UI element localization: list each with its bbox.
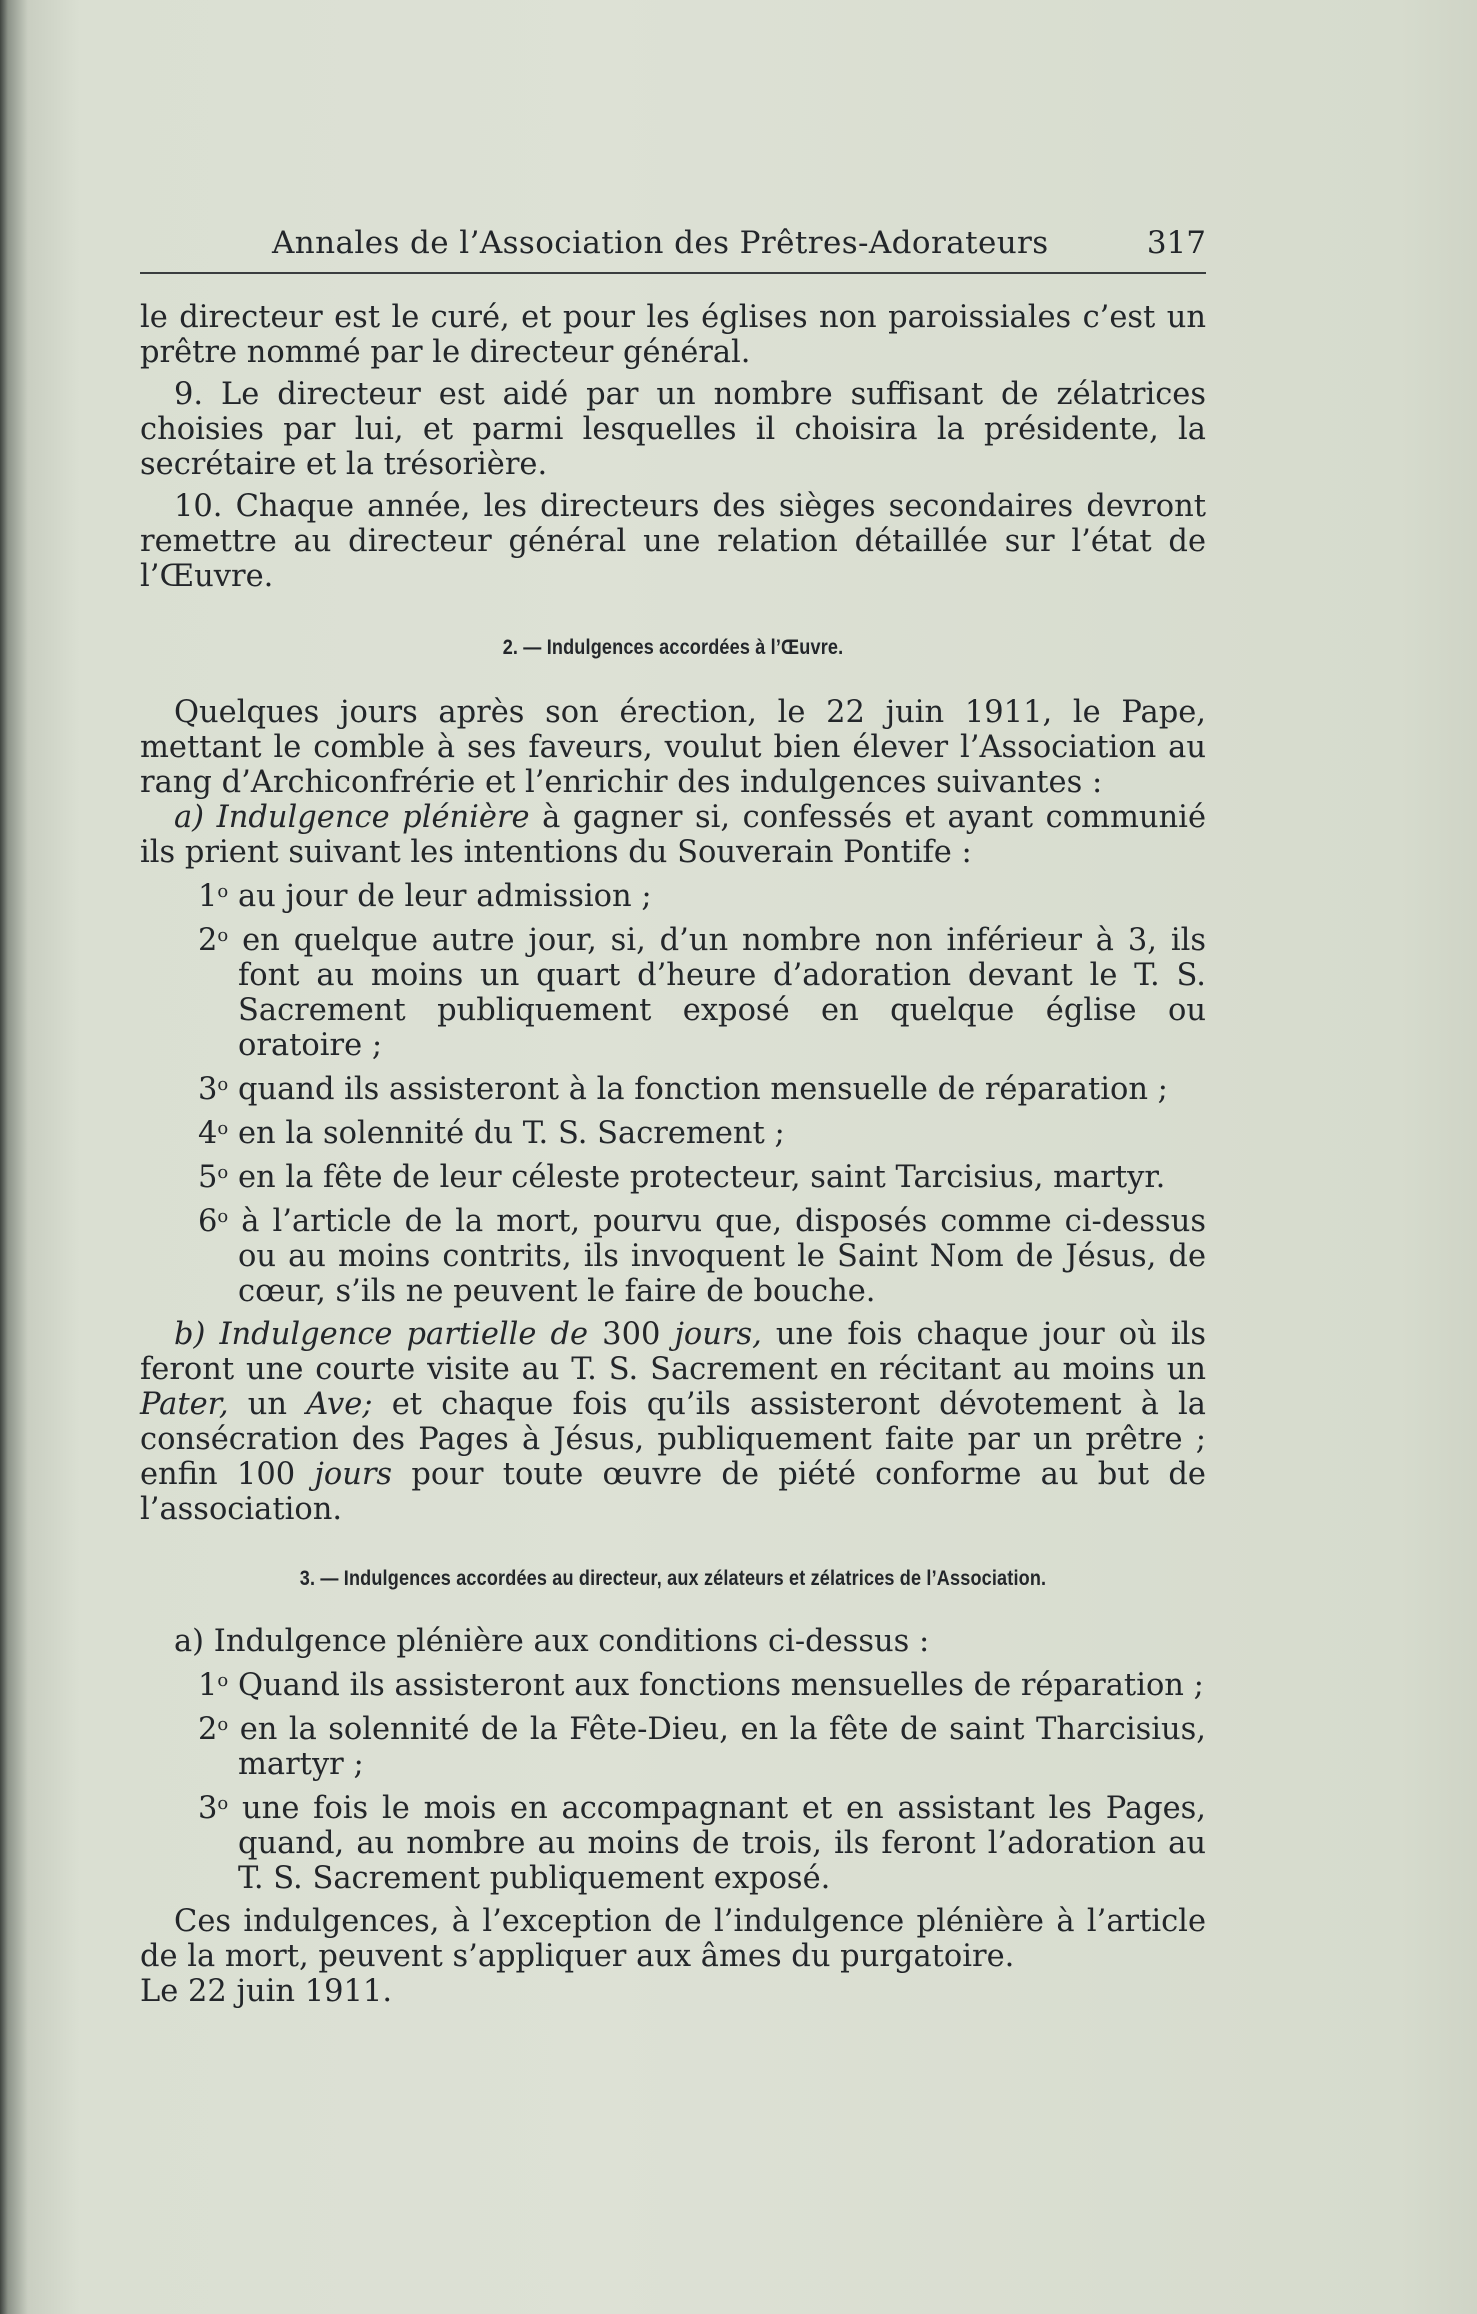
page-content bbox=[140, 226, 1206, 2009]
paragraph-quelques: Quelques jours après son érection, le 22 juin 1911, le Pape, mettant le comble à ses faveurs, voulut bien élever l’Association au rang d’Archiconfrérie et l’enrichir des indulgences suivantes : bbox=[140, 695, 1206, 800]
paragraph-b: b) Indulgence partielle de 300 jours, une fois chaque jour où ils feront une courte visite au T. S. Sacrement en récitant au moins un Pater, un Ave; et chaque fois qu’ils assisteront dévotement à la consécration des Pages à Jésus, publiquement faite par un prêtre ; enfin 100 jours pour toute œuvre de piété conforme au but de l’association. bbox=[140, 1317, 1207, 1527]
list-item: 6$^o$ à l’article de la mort, pourvu que, disposés comme ci-dessus ou au moins contrits, ils invoquent le Saint Nom de Jésus, de cœur, s’ils ne peuvent le faire de bouche. bbox=[198, 1204, 1206, 1309]
list-item: 3$^o$ quand ils assisteront à la fonction mensuelle de réparation ; bbox=[198, 1072, 1168, 1107]
section-heading-2: 2. — Indulgences accordées à l’Œuvre. bbox=[502, 636, 844, 659]
running-header bbox=[140, 226, 1206, 274]
paragraph-a2: a) Indulgence plénière aux conditions ci-dessus : bbox=[174, 1624, 930, 1659]
running-title: Annales de l’Association des Prêtres-Adorateurs bbox=[272, 225, 1049, 261]
paragraph-a bbox=[140, 800, 1206, 870]
a-text: à gagner si, confessés et ayant communié ils prient suivant les intentions du Souverain Pontife : bbox=[140, 800, 1206, 870]
b-label: b) Indulgence partielle de bbox=[174, 1317, 589, 1352]
paragraph-10: 10. Chaque année, les directeurs des sièges secondaires devront remettre au directeur général une relation détaillée sur l’état de l’Œuvre. bbox=[140, 489, 1206, 594]
list-item: 3$^o$ une fois le mois en accompagnant et en assistant les Pages, quand, au nombre au moins de trois, ils feront l’adoration au T. S. Sacrement publiquement exposé. bbox=[198, 1791, 1206, 1896]
list-item: 1$^o$ au jour de leur admission ; bbox=[198, 879, 652, 914]
paragraph-9: 9. Le directeur est aidé par un nombre suffisant de zélatrices choisies par lui, et parmi lesquelles il choisira la présidente, la secrétaire et la trésorière. bbox=[140, 377, 1206, 482]
list-item: 2$^o$ en la solennité de la Fête-Dieu, en la fête de saint Tharcisius, martyr ; bbox=[198, 1712, 1206, 1782]
list-b bbox=[140, 1668, 1206, 1896]
paragraph-date: Le 22 juin 1911. bbox=[140, 1974, 393, 2009]
list-item: 2$^o$ en quelque autre jour, si, d’un nombre non inférieur à 3, ils font au moins un quart d’heure d’adoration devant le T. S. Sacrement publiquement exposé en quelque église ou oratoire ; bbox=[198, 923, 1206, 1063]
a-label: a) Indulgence plénière bbox=[174, 800, 530, 835]
list-item: 4$^o$ en la solennité du T. S. Sacrement ; bbox=[198, 1116, 785, 1151]
paragraph-ces: Ces indulgences, à l’exception de l’indulgence plénière à l’article de la mort, peuvent s’appliquer aux âmes du purgatoire. bbox=[140, 1904, 1206, 1974]
section-heading-3: 3. — Indulgences accordées au directeur, aux zélateurs et zélatrices de l’Association. bbox=[299, 1567, 1047, 1590]
list-item: 1$^o$ Quand ils assisteront aux fonctions mensuelles de réparation ; bbox=[198, 1668, 1204, 1703]
list-a bbox=[140, 879, 1206, 1309]
page-number: 317 bbox=[1146, 225, 1206, 261]
paragraph-intro: le directeur est le curé, et pour les églises non paroissiales c’est un prêtre nommé par le directeur général. bbox=[140, 300, 1206, 370]
list-item: 5$^o$ en la fête de leur céleste protecteur, saint Tarcisius, martyr. bbox=[198, 1160, 1166, 1195]
